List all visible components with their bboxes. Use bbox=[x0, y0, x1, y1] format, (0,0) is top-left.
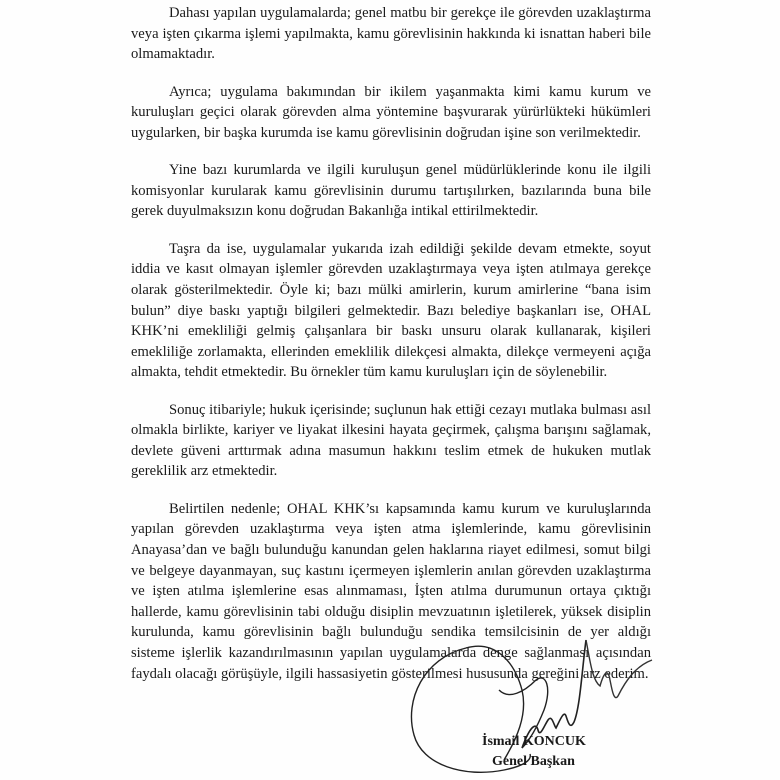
signer-name: İsmail KONCUK bbox=[482, 734, 586, 749]
paragraph: Belirtilen nedenle; OHAL KHK’sı kapsamında kamu kurum ve kuruluşlarında yapılan görevden uzaklaştırma veya işten atma işlemlerinde, kamu görevlisinin Anayasa’dan ve bağlı bulunduğu kanundan gelen haklarına riayet edilmesi, somut bilgi ve belgeye dayanmayan, suç kastını içermeyen işlemlerin anılan görevden uzaklaştırma ve işten atılma işlemlerine esas alınmaması, İşten atılma durumunun ortaya çıktığı hallerde, kamu görevlisinin tabi olduğu disiplin mevzuatının işletilerek, yüksek disiplin kurulunda, kamu görevlisinin bağlı bulunduğu sendika temsilcisinin de yer aldığı sisteme işlerlik kazandırılmasının yapılan uygulamalarda denge sağlanması açısından faydalı olacağı görüşüyle, ilgili hassasiyetin gösterilmesi hususunda gereğini arz ederim. bbox=[131, 500, 651, 682]
paragraph: Ayrıca; uygulama bakımından bir ikilem yaşanmakta kimi kamu kurum ve kuruluşları geçici olarak görevden alma yöntemine başvurarak yürürlükteki hükümleri uygularken, bir başka kurumda ise kamu görevlisinin doğrudan işine son verilmektedir. bbox=[131, 83, 651, 141]
signer-title: Genel Başkan bbox=[492, 754, 575, 769]
signature-block bbox=[404, 630, 664, 780]
letter-body bbox=[131, 3, 651, 701]
paragraph: Dahası yapılan uygulamalarda; genel matbu bir gerekçe ile görevden uzaklaştırma veya işten çıkarma işlemi yapılmakta, kamu görevlisinin hakkında ki isnattan haberi bile olmamaktadır. bbox=[131, 5, 651, 63]
paragraph: Yine bazı kurumlarda ve ilgili kuruluşun genel müdürlüklerinde konu ile ilgili komisyonlar kurularak kamu görevlisinin durumu tartışılırken, bazılarında buna bile gerek duyulmaksızın konu doğrudan Bakanlığa intikal ettirilmektedir. bbox=[131, 162, 651, 220]
paragraph: Taşra da ise, uygulamalar yukarıda izah edildiği şekilde devam etmekte, soyut iddia ve kasıt olmayan işlemler görevden uzaklaştırmaya veya işten atılmaya gerekçe olarak gösterilmektedir. Öyle ki; bazı mülki amirlerin, kurum amirlerine “bana isim bulun” diye baskı yaptığı bilgileri gelmektedir. Bazı belediye başkanları ise, OHAL KHK’ni emekliliği gelmiş çalışanlara bir baskı unsuru olarak kullanarak, kişileri emekliliğe zorlamakta, ellerinden emeklilik dilekçesi almakta, dilekçe vermeyeni açığa almakta, tehdit etmektedir. Bu örnekler tüm kamu kuruluşları için de söylenebilir. bbox=[131, 240, 651, 381]
paragraph: Sonuç itibariyle; hukuk içerisinde; suçlunun hak ettiği cezayı mutlaka bulması asıl olmakla birlikte, kariyer ve liyakat ilkesini hayata geçirmek, çalışma barışını sağlamak, devlete güveni arttırmak adına masumun hakkını teslim etmek de hukuken mutlak gereklilik arz etmektedir. bbox=[131, 401, 651, 480]
